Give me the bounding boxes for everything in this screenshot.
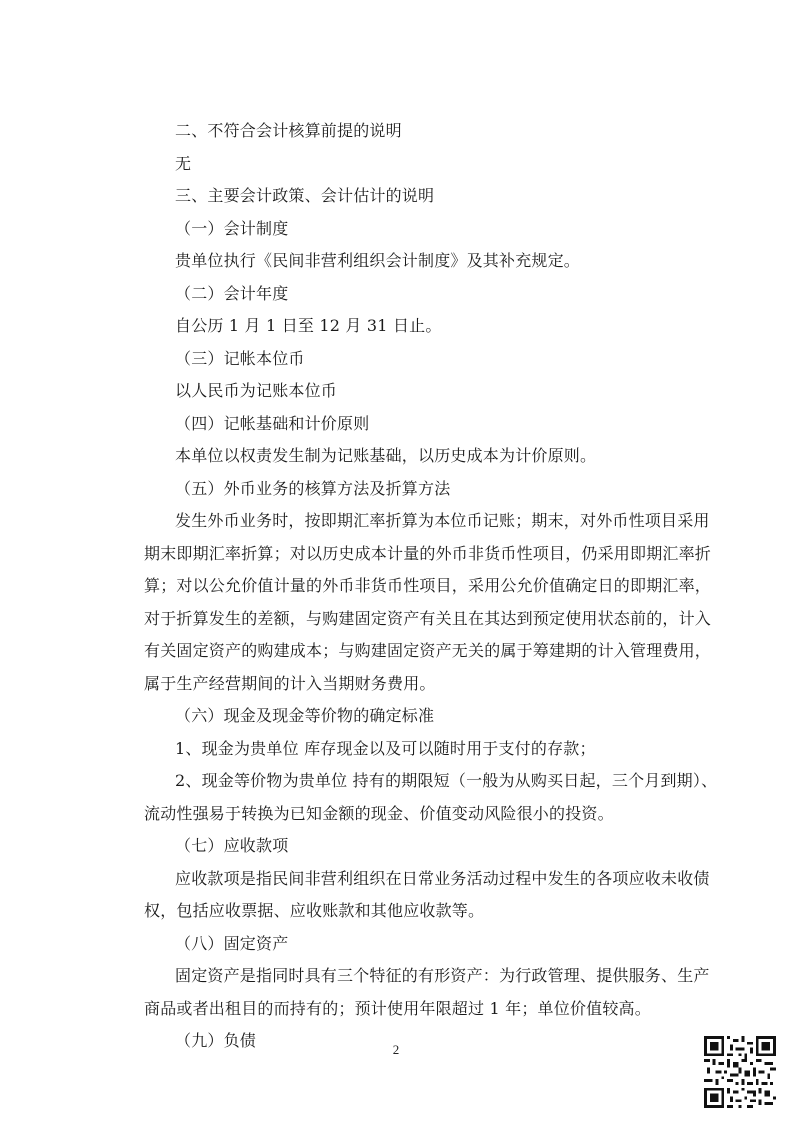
paragraph-line: 期末即期汇率折算；对以历史成本计量的外币非货币性项目，仍采用即期汇率折 [144,544,712,563]
subsection-heading-5: （五）外币业务的核算方法及折算方法 [175,479,451,498]
paragraph-line: 无 [175,154,192,173]
section-heading-3: 三、主要会计政策、会计估计的说明 [175,186,435,205]
paragraph-line: 有关固定资产的购建成本；与购建固定资产无关的属于筹建期的计入管理费用， [144,641,712,660]
subsection-heading-7: （七）应收款项 [175,836,289,855]
paragraph-line: 属于生产经营期间的计入当期财务费用。 [144,674,436,693]
section-heading-2: 二、不符合会计核算前提的说明 [175,121,402,140]
paragraph-line: 应收款项是指民间非营利组织在日常业务活动过程中发生的各项应收未收债 [175,869,710,888]
paragraph-line: 贵单位执行《民间非营利组织会计制度》及其补充规定。 [175,251,581,270]
paragraph-line: 以人民币为记账本位币 [175,381,338,400]
paragraph-line: 发生外币业务时，按即期汇率折算为本位币记账；期末，对外币性项目采用 [175,511,710,530]
paragraph-line: 算；对以公允价值计量的外币非货币性项目，采用公允价值确定日的即期汇率， [144,576,712,595]
subsection-heading-1: （一）会计制度 [175,219,289,238]
subsection-heading-6: （六）现金及现金等价物的确定标准 [175,706,435,725]
paragraph-line: 固定资产是指同时具有三个特征的有形资产：为行政管理、提供服务、生产 [175,966,710,985]
paragraph-line: 对于折算发生的差额，与购建固定资产有关且在其达到预定使用状态前的，计入 [144,609,712,628]
subsection-heading-4: （四）记帐基础和计价原则 [175,414,370,433]
page-number: 2 [392,1042,400,1057]
subsection-heading-9: （九）负债 [175,1031,257,1050]
subsection-heading-2: （二）会计年度 [175,284,289,303]
qr-code-icon [704,1036,776,1108]
paragraph-line: 流动性强易于转换为已知金额的现金、价值变动风险很小的投资。 [144,804,614,823]
list-item: 1、现金为贵单位 库存现金以及可以随时用于支付的存款； [175,739,596,758]
paragraph-line: 自公历 1 月 1 日至 12 月 31 日止。 [175,316,442,335]
subsection-heading-3: （三）记帐本位币 [175,349,305,368]
list-item: 2、现金等价物为贵单位 持有的期限短（一般为从购买日起，三个月到期）、 [175,771,718,790]
subsection-heading-8: （八）固定资产 [175,934,289,953]
paragraph-line: 商品或者出租目的而持有的；预计使用年限超过 1 年；单位价值较高。 [144,999,651,1018]
paragraph-line: 权，包括应收票据、应收账款和其他应收款等。 [144,901,485,920]
paragraph-line: 本单位以权责发生制为记账基础，以历史成本为计价原则。 [175,446,597,465]
